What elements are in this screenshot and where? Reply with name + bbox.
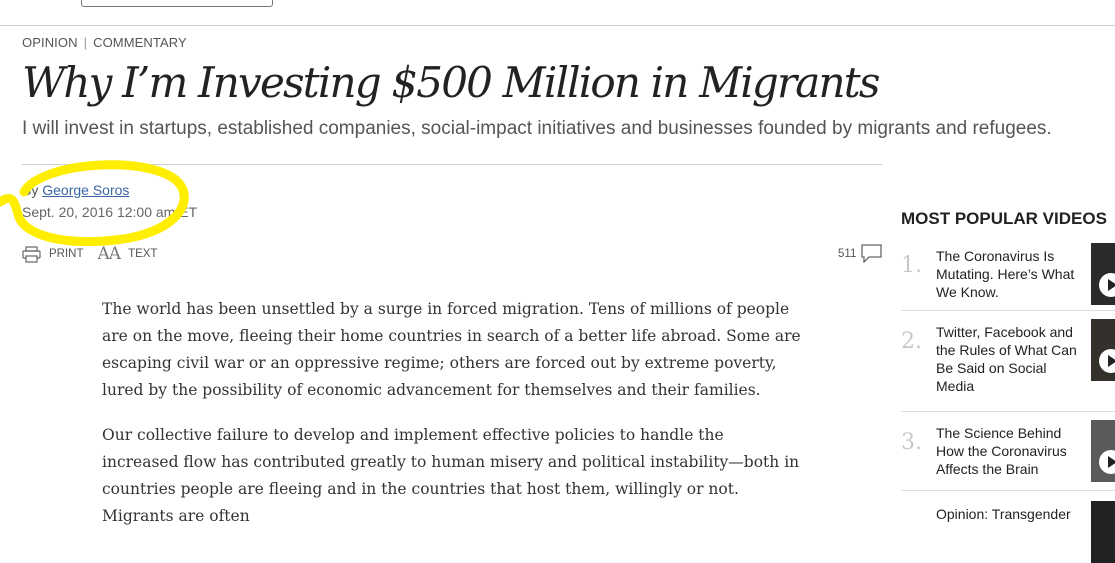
byline-prefix: By [22,182,39,198]
text-size-button[interactable] [98,244,158,264]
print-label: PRINT [49,248,84,260]
section-separator: | [83,35,88,50]
video-thumbnail[interactable] [1091,243,1115,305]
popular-video-number: 1. [901,253,922,278]
top-search-box[interactable] [81,0,273,7]
author-link[interactable]: George Soros [42,182,130,198]
popular-video-item[interactable] [901,243,1115,311]
byline [22,182,129,198]
popular-video-title: Twitter, Facebook and the Rules of What Can Be Said on Social Media [936,324,1077,394]
popular-video-title: The Coronavirus Is Mutating. Here’s What We Know. [936,248,1075,300]
comment-count: 511 [838,247,857,260]
video-thumbnail[interactable] [1091,420,1115,482]
article-body [102,296,802,548]
video-thumbnail[interactable] [1091,319,1115,381]
popular-video-item[interactable] [901,420,1115,491]
article-paragraph: Our collective failure to develop and implement effective policies to handle the increased flow has contributed greatly to human misery and political instability—both in countries people are fleeing and in the countries that host them, willingly or not. Migrants are often [102,426,800,525]
article-paragraph: The world has been unsettled by a surge in forced migration. Tens of millions of people are on the move, fleeing their home countries in search of a better life abroad. Some are escaping civil war or an oppressive regime; others are forced out by extreme poverty, lured by the possibility of economic advancement for themselves and their families. [102,300,801,399]
popular-videos-heading: MOST POPULAR VIDEOS [901,209,1107,228]
popular-video-number: 3. [901,430,922,455]
article-tools [22,244,171,264]
play-icon [1099,273,1115,297]
print-button[interactable] [22,246,84,263]
popular-videos-list [901,243,1115,531]
publish-date: Sept. 20, 2016 12:00 am ET [22,204,198,220]
popular-video-number: 2. [901,329,922,354]
header-divider [22,164,882,165]
article-headline: Why I’m Investing $500 Million in Migrants [22,58,879,107]
section-subcategory-link[interactable]: COMMENTARY [93,35,187,50]
section-category-link[interactable]: OPINION [22,35,78,50]
popular-video-item[interactable] [901,319,1115,412]
video-thumbnail[interactable] [1091,501,1115,563]
article-dek: I will invest in startups, established companies, social-impact initiatives and businesses founded by migrants and refugees. [22,118,1052,139]
top-navigation-bar [0,0,1115,26]
text-size-icon: AA [97,244,121,264]
popular-video-item[interactable] [901,501,1115,531]
text-size-label: TEXT [128,248,158,260]
popular-video-title: The Science Behind How the Coronavirus Affects the Brain [936,425,1067,477]
popular-video-title: Opinion: Transgender [936,506,1071,522]
play-icon [1099,450,1115,474]
printer-icon [22,246,41,263]
comment-bubble-icon [861,244,882,263]
section-label [22,35,187,50]
play-icon [1099,349,1115,373]
comments-button[interactable] [838,244,882,263]
